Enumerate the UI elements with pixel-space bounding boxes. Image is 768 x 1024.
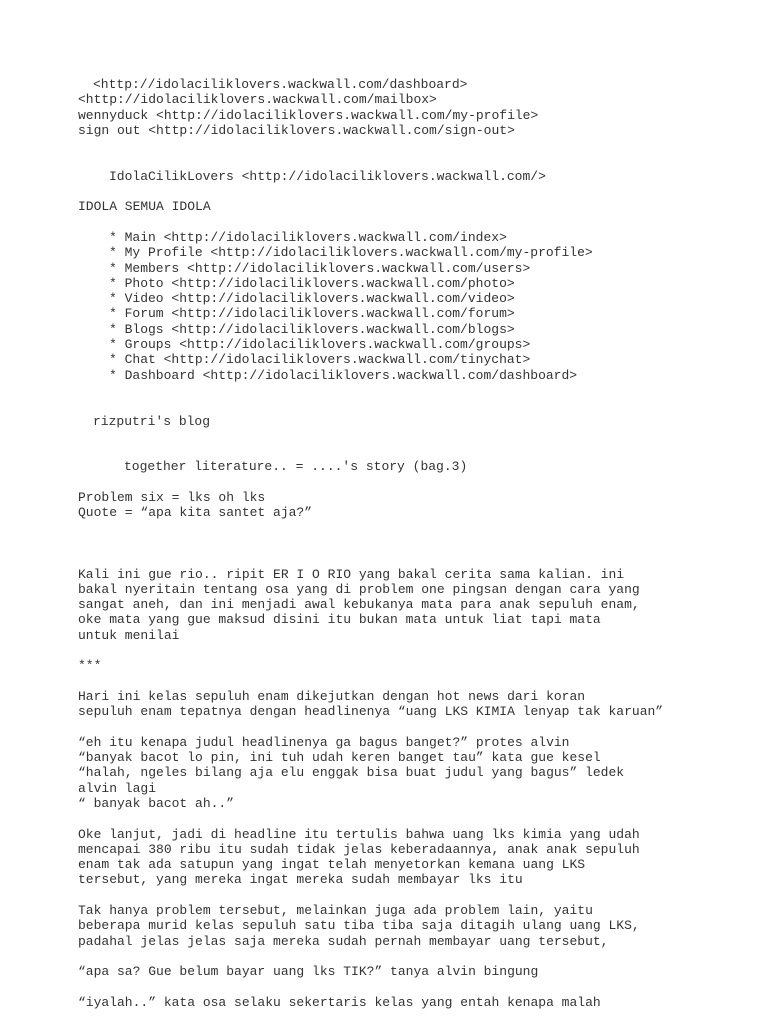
menu-item-photo[interactable]: * Photo <http://idolaciliklovers.wackwall.com/photo> [109,275,515,291]
paragraph-line: sangat aneh, dan ini menjadi awal kebukanya mata para anak sepuluh enam, [78,597,640,613]
post-paragraph [78,903,758,949]
paragraph-line: bakal nyeritain tentang osa yang di problem one pingsan dengan cara yang [78,581,640,597]
post-paragraph [78,567,758,643]
mailbox-link[interactable]: <http://idolaciliklovers.wackwall.com/mailbox> [78,92,437,108]
dialogue-line: “banyak bacot lo pin, ini tuh udah keren banget tau” kata gue kesel [78,750,601,766]
menu-item-chat[interactable]: * Chat <http://idolaciliklovers.wackwall.com/tinychat> [109,352,531,368]
dashboard-link[interactable]: <http://idolaciliklovers.wackwall.com/dashboard> [93,77,468,92]
post-title: together literature.. = ....'s story (bag.3) [124,459,468,475]
dialogue-line: “eh itu kenapa judul headlinenya ga bagus banget?” protes alvin [78,734,570,750]
menu-item-main[interactable]: * Main <http://idolaciliklovers.wackwall.com/index> [109,229,507,245]
paragraph-line: Tak hanya problem tersebut, melainkan juga ada problem lain, yaitu [78,903,593,919]
intro-line: Problem six = lks oh lks [78,490,266,506]
post-paragraph [78,689,758,720]
menu-item-forum[interactable]: * Forum <http://idolaciliklovers.wackwall.com/forum> [109,306,515,322]
dialogue-line: alvin lagi [78,780,157,796]
menu-item-video[interactable]: * Video <http://idolaciliklovers.wackwall.com/video> [109,291,515,307]
paragraph-line: sepuluh enam tepatnya dengan headlinenya “uang LKS KIMIA lenyap tak karuan” [78,704,664,720]
paragraph-line: tersebut, yang mereka ingat mereka sudah membayar lks itu [78,872,523,888]
paragraph-line: mencapai 380 ribu itu sudah tidak jelas keberadaannya, anak anak sepuluh [78,841,640,857]
menu-item-dashboard[interactable]: * Dashboard <http://idolaciliklovers.wackwall.com/dashboard> [109,367,578,383]
paragraph-line: Hari ini kelas sepuluh enam dikejutkan dengan hot news dari koran [78,688,586,704]
document-page [78,77,758,1010]
main-menu [78,230,758,383]
post-paragraph [78,827,758,888]
paragraph-line: beberapa murid kelas sepuluh satu tiba tiba saja ditagih ulang uang LKS, [78,918,640,934]
paragraph-line: Oke lanjut, jadi di headline itu tertulis bahwa uang lks kimia yang udah [78,826,640,842]
paragraph-line: Kali ini gue rio.. ripit ER I O RIO yang bakal cerita sama kalian. ini [78,566,625,582]
section-separator: *** [78,658,102,674]
menu-item-members[interactable]: * Members <http://idolaciliklovers.wackwall.com/users> [109,260,531,276]
blog-owner-heading: rizputri's blog [93,413,211,429]
paragraph-line: untuk menilai [78,627,180,643]
profile-link[interactable]: wennyduck <http://idolaciliklovers.wackwall.com/my-profile> [78,107,539,123]
menu-item-blogs[interactable]: * Blogs <http://idolaciliklovers.wackwall.com/blogs> [109,321,515,337]
dialogue-line: “halah, ngeles bilang aja elu enggak bisa buat judul yang bagus” ledek [78,765,625,781]
intro-line: Quote = “apa kita santet aja?” [78,505,313,521]
site-tagline: IDOLA SEMUA IDOLA [78,199,211,215]
post-dialogue [78,735,758,811]
dialogue-line: “apa sa? Gue belum bayar uang lks TIK?” tanya alvin bingung [78,964,539,980]
post-intro [78,490,758,521]
paragraph-line: oke mata yang gue maksud disini itu bukan mata untuk liat tapi mata [78,612,601,628]
paragraph-line: enam tak ada satupun yang ingat telah menyetorkan kemana uang LKS [78,857,586,873]
menu-item-groups[interactable]: * Groups <http://idolaciliklovers.wackwall.com/groups> [109,337,531,353]
dialogue-line: “ banyak bacot ah..” [78,795,235,811]
site-title-link[interactable]: IdolaCilikLovers <http://idolaciliklovers.wackwall.com/> [109,168,546,184]
dialogue-line: “iyalah..” kata osa selaku sekertaris kelas yang entah kenapa malah [78,994,601,1010]
paragraph-line: padahal jelas jelas saja mereka sudah pernah membayar uang tersebut, [78,933,609,949]
sign-out-link[interactable]: sign out <http://idolaciliklovers.wackwall.com/sign-out> [78,122,515,138]
menu-item-my-profile[interactable]: * My Profile <http://idolaciliklovers.wackwall.com/my-profile> [109,245,593,261]
header-nav [78,77,758,138]
